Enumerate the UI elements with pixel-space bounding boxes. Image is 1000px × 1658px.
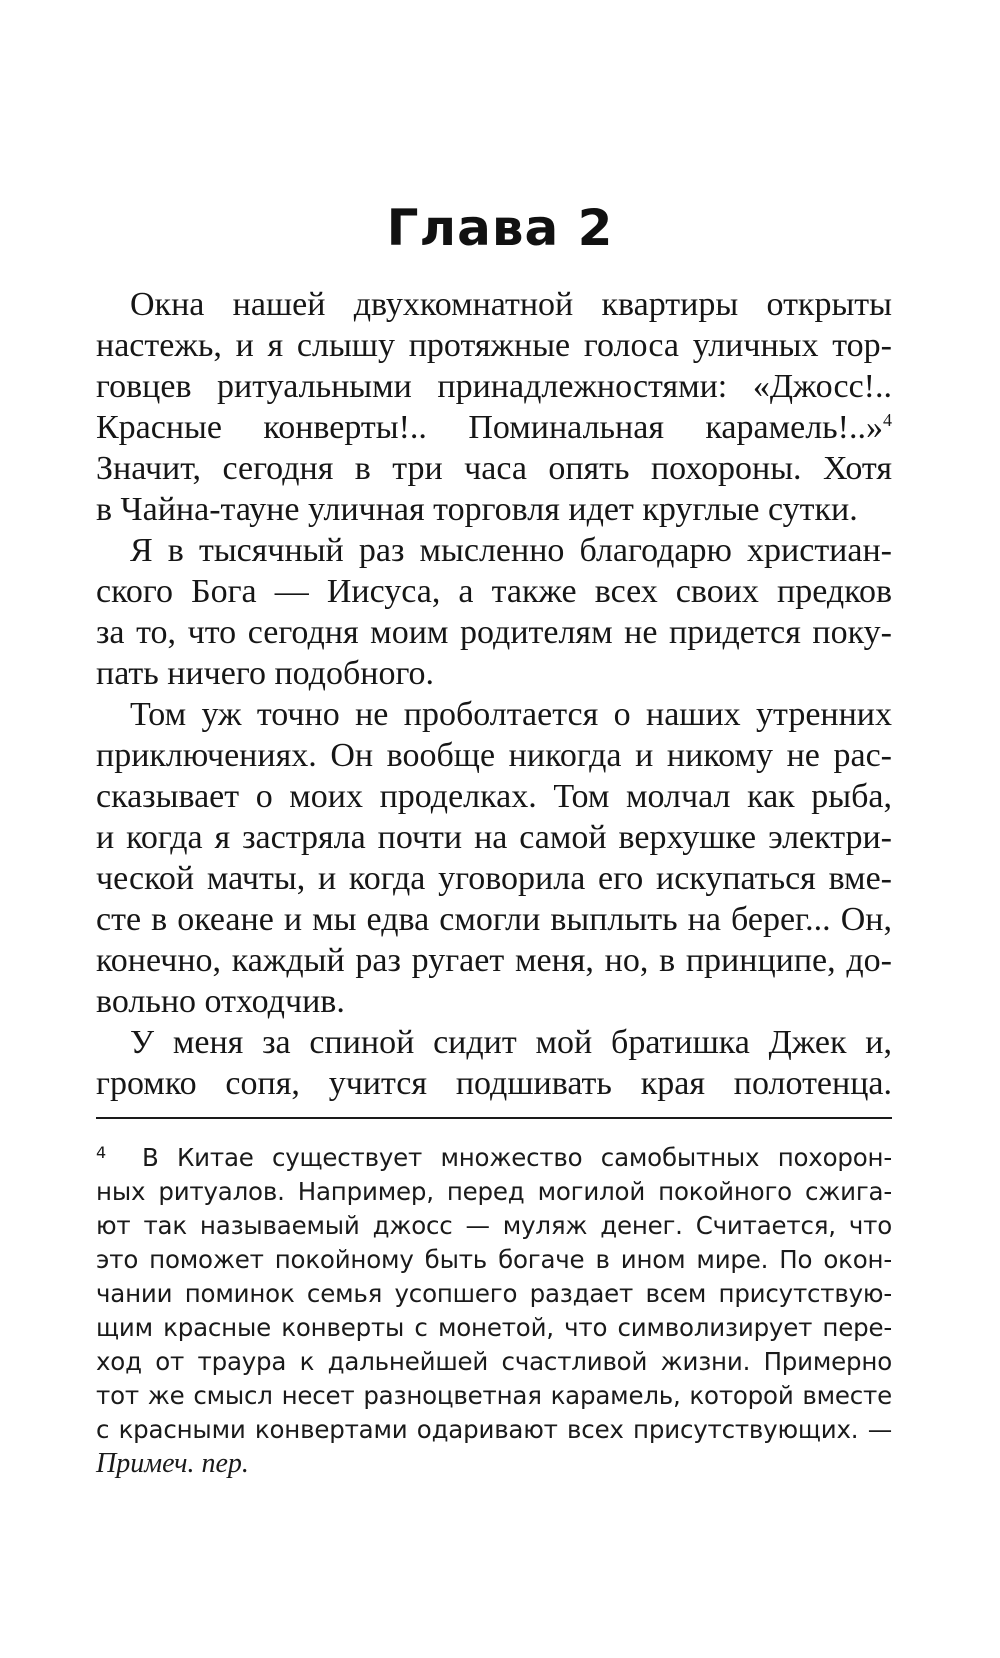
footnote-line: щим красные конверты с монетой, что символизирует пере- xyxy=(96,1313,892,1342)
text-line: Окна нашей двухкомнатной квартиры открыты xyxy=(130,286,892,323)
text-line: Я в тысячный раз мысленно благодарю христиан- xyxy=(130,532,892,569)
text-line: Том уж точно не проболтается о наших утренних xyxy=(130,696,892,733)
text-line: У меня за спиной сидит мой братишка Джек и, xyxy=(130,1024,892,1061)
translator-note: Примеч. пер. xyxy=(96,1448,249,1479)
footnote xyxy=(96,1141,892,1481)
text-line: говцев ритуальными принадлежностями: «Джосс!.. xyxy=(96,368,892,405)
text-line: ческой мачты, и когда уговорила его искупаться вме- xyxy=(96,860,892,897)
footnote-line: это поможет покойному быть богаче в ином мире. По окон- xyxy=(96,1245,892,1274)
text-segment: Красные конверты!.. Поминальная карамель!..» xyxy=(96,409,883,446)
footnote-reference: 4 xyxy=(883,410,892,430)
footnote-line: с красными конвертами одаривают всех присутствующих. — xyxy=(96,1415,892,1444)
text-line: за то, что сегодня моим родителям не придется поку- xyxy=(96,614,892,651)
text-line: пать ничего подобного. xyxy=(96,655,435,692)
text-line: конечно, каждый раз ругает меня, но, в принципе, до- xyxy=(96,942,892,979)
footnote-line: ют так называемый джосс — муляж денег. Считается, что xyxy=(96,1211,892,1240)
footnote-divider xyxy=(96,1117,892,1119)
text-line: сте в океане и мы едва смогли выплыть на берег... Он, xyxy=(96,901,892,938)
text-line: ского Бога — Иисуса, а также всех своих предков xyxy=(96,573,892,610)
text-line: приключениях. Он вообще никогда и никому не рас- xyxy=(96,737,892,774)
text-line-with-footnote xyxy=(96,407,892,448)
text-line: вольно отходчив. xyxy=(96,983,345,1020)
text-line: сказывает о моих проделках. Том молчал как рыба, xyxy=(96,778,892,815)
chapter-title: Глава 2 xyxy=(386,199,614,257)
paragraph-4 xyxy=(96,1022,892,1104)
text-line: Значит, сегодня в три часа опять похороны. Хотя xyxy=(96,450,892,487)
footnote-line: ход от траура к дальнейшей счастливой жизни. Примерно xyxy=(96,1347,892,1376)
paragraph-3 xyxy=(96,694,892,1022)
text-line: в Чайна-тауне уличная торговля идет круглые сутки. xyxy=(96,491,858,528)
footnote-line: ных ритуалов. Например, перед могилой покойного сжига- xyxy=(96,1177,892,1206)
paragraph-1 xyxy=(96,284,892,530)
footnote-line xyxy=(96,1141,892,1175)
footnote-marker: 4 xyxy=(96,1143,106,1162)
footnote-text-segment: В Китае существует множество самобытных похорон- xyxy=(142,1143,892,1172)
footnote-line: тот же смысл несет разноцветная карамель, которой вместе xyxy=(96,1381,892,1410)
text-line: громко сопя, учится подшивать края полотенца. xyxy=(96,1065,892,1102)
text-line: настежь, и я слышу протяжные голоса уличных тор- xyxy=(96,327,892,364)
paragraph-2 xyxy=(96,530,892,694)
footnote-line: чании поминок семья усопшего раздает всем присутствую- xyxy=(96,1279,892,1308)
main-text xyxy=(96,284,892,1104)
text-line: и когда я застряла почти на самой верхушке электри- xyxy=(96,819,892,856)
